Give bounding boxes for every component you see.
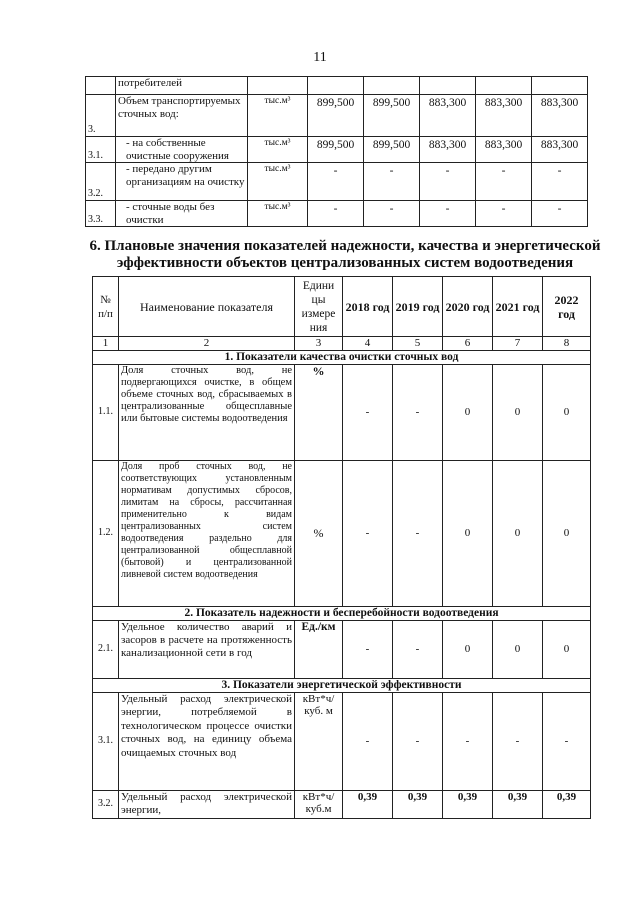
value-cell: -	[420, 163, 476, 201]
row-name: Удельный расход электрической энергии, потребляемой в технологическом процессе очистки сточных вод, на единицу объема очищаемых сточных вод	[119, 692, 295, 790]
value-cell: -	[343, 692, 393, 790]
row-name: - передано другим организациям на очистку	[116, 163, 248, 201]
value-cell: -	[476, 163, 532, 201]
page-number: 11	[313, 50, 327, 65]
section-title: 3. Показатели энергетической эффективности	[93, 678, 591, 692]
row-name: потребителей	[116, 77, 248, 95]
table-row	[86, 95, 588, 137]
row-name: Удельное количество аварий и засоров в расчете на протяженность канализационной сети в год	[119, 620, 295, 678]
col-number: 3	[295, 337, 343, 351]
row-name: Объем транспортируемых сточных вод:	[116, 95, 248, 137]
table-row	[93, 692, 591, 790]
value-cell: -	[493, 692, 543, 790]
value-cell: -	[476, 201, 532, 227]
value-cell: 883,300	[532, 95, 588, 137]
value-cell: 0	[443, 620, 493, 678]
value-cell: -	[308, 201, 364, 227]
header-name: Наименование показателя	[119, 277, 295, 337]
table-row	[86, 77, 588, 95]
row-number: 3.3.	[86, 201, 116, 227]
value-cell: -	[443, 692, 493, 790]
value-cell: -	[308, 163, 364, 201]
row-unit: тыс.м³	[248, 95, 308, 137]
row-name: - сточные воды без очистки	[116, 201, 248, 227]
column-number-row	[93, 337, 591, 351]
value-cell: -	[532, 163, 588, 201]
value-cell: -	[364, 201, 420, 227]
col-number: 8	[543, 337, 591, 351]
row-number: 1.1.	[93, 364, 119, 460]
table-row	[93, 790, 591, 818]
row-number: 3.1.	[86, 137, 116, 163]
header-unit: Едини цы измере ния	[295, 277, 343, 337]
value-cell: 899,500	[364, 95, 420, 137]
col-number: 4	[343, 337, 393, 351]
value-cell: -	[393, 692, 443, 790]
value-cell: -	[393, 364, 443, 460]
row-number	[86, 77, 116, 95]
value-cell: 883,300	[420, 95, 476, 137]
value-cell: 0,39	[493, 790, 543, 818]
table-row	[93, 620, 591, 678]
header-year: 2022 год	[543, 277, 591, 337]
value-cell: -	[543, 692, 591, 790]
header-year: 2020 год	[443, 277, 493, 337]
row-unit: %	[295, 364, 343, 460]
value-cell: 0	[543, 620, 591, 678]
col-number: 7	[493, 337, 543, 351]
table-row	[93, 460, 591, 606]
value-cell: -	[343, 460, 393, 606]
value-cell: 0	[443, 364, 493, 460]
transport-volume-table	[85, 76, 588, 227]
row-name: Удельный расход электрической энергии,	[119, 790, 295, 818]
row-number: 3.2.	[93, 790, 119, 818]
value-cell: -	[420, 201, 476, 227]
value-cell: -	[343, 364, 393, 460]
value-cell: 899,500	[308, 95, 364, 137]
value-cell: 899,500	[308, 137, 364, 163]
table-row	[86, 163, 588, 201]
section-row	[93, 350, 591, 364]
indicators-table	[92, 276, 591, 819]
value-cell: 899,500	[364, 137, 420, 163]
section-heading: 6. Плановые значения показателей надежности, качества и энергетической эффективности объектов централизованных систем водоотведения	[89, 238, 601, 271]
value-cell: -	[364, 163, 420, 201]
header-row	[93, 277, 591, 337]
value-cell: 0,39	[543, 790, 591, 818]
row-number: 3.2.	[86, 163, 116, 201]
section-row	[93, 606, 591, 620]
row-name: - на собственные очистные сооружения	[116, 137, 248, 163]
row-unit: тыс.м³	[248, 201, 308, 227]
row-unit: Ед./км	[295, 620, 343, 678]
row-unit: кВт*ч/ куб.м	[295, 790, 343, 818]
value-cell: 883,300	[420, 137, 476, 163]
col-number: 2	[119, 337, 295, 351]
header-num: № п/п	[93, 277, 119, 337]
row-number: 1.2.	[93, 460, 119, 606]
value-cell: 0,39	[443, 790, 493, 818]
row-unit: тыс.м³	[248, 137, 308, 163]
row-unit: тыс.м³	[248, 163, 308, 201]
table-row	[93, 364, 591, 460]
col-number: 1	[93, 337, 119, 351]
row-number: 3.1.	[93, 692, 119, 790]
row-number: 2.1.	[93, 620, 119, 678]
value-cell: 0	[443, 460, 493, 606]
value-cell: 883,300	[476, 137, 532, 163]
value-cell: -	[343, 620, 393, 678]
value-cell: 0,39	[343, 790, 393, 818]
value-cell: 0	[543, 364, 591, 460]
row-unit: кВт*ч/ куб. м	[295, 692, 343, 790]
value-cell: 883,300	[476, 95, 532, 137]
section-title: 2. Показатель надежности и бесперебойности водоотведения	[93, 606, 591, 620]
value-cell: 0	[543, 460, 591, 606]
value-cell: 0,39	[393, 790, 443, 818]
header-year: 2019 год	[393, 277, 443, 337]
row-number: 3.	[86, 95, 116, 137]
header-year: 2018 год	[343, 277, 393, 337]
col-number: 6	[443, 337, 493, 351]
value-cell: 0	[493, 364, 543, 460]
value-cell: 0	[493, 620, 543, 678]
value-cell: -	[393, 620, 443, 678]
row-name: Доля проб сточных вод, не соответствующих установленным нормативам допустимых сбросов, лимитам на сбросы, рассчитанная применительно к видам централизованных систем водоотведения раздельно для централизованной общесплавной (бытовой) и централизованной ливневой систем водоотведения	[119, 460, 295, 606]
col-number: 5	[393, 337, 443, 351]
row-unit: %	[295, 460, 343, 606]
header-year: 2021 год	[493, 277, 543, 337]
value-cell: -	[532, 201, 588, 227]
value-cell: 0	[493, 460, 543, 606]
table-row	[86, 137, 588, 163]
value-cell: -	[393, 460, 443, 606]
section-title: 1. Показатели качества очистки сточных вод	[93, 350, 591, 364]
table-row	[86, 201, 588, 227]
section-row	[93, 678, 591, 692]
row-name: Доля сточных вод, не подвергающихся очистке, в общем объеме сточных вод, сбрасываемых в централизованные общесплавные или бытовые системы водоотведения	[119, 364, 295, 460]
value-cell: 883,300	[532, 137, 588, 163]
